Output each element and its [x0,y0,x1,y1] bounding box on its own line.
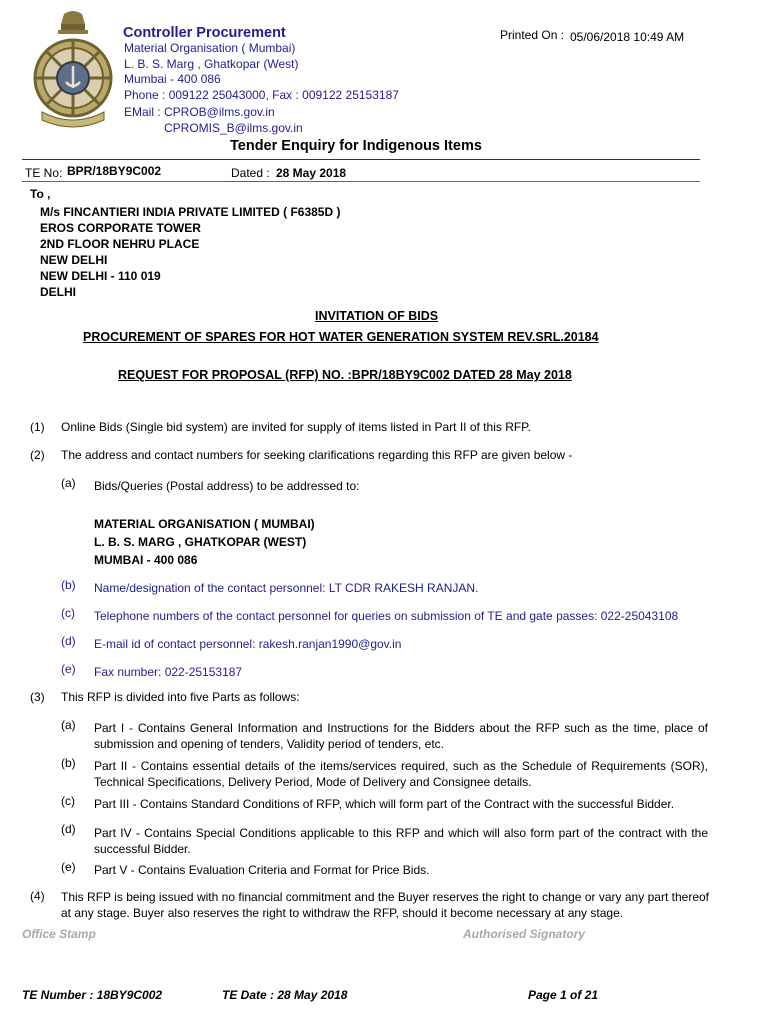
footer-te-number: TE Number : 18BY9C002 [22,988,163,1002]
item-label: (a) [61,476,76,490]
heading-rfp: REQUEST FOR PROPOSAL (RFP) NO. :BPR/18BY9C002 DATED 28 May 2018 [118,368,572,382]
address-line: L. B. S. Marg , Ghatkopar (West) [124,57,299,71]
recipient-line: M/s FINCANTIERI INDIA PRIVATE LIMITED ( F6385D ) [40,205,341,219]
te-no-label: TE No: [25,166,63,180]
email-line: EMail : CPROB@ilms.gov.in [124,105,275,119]
item-label: (d) [61,634,76,648]
navy-emblem-icon [28,10,118,128]
item-2a: Bids/Queries (Postal address) to be addressed to: [94,479,360,493]
recipient-line: DELHI [40,285,76,299]
office-stamp-label: Office Stamp [22,927,96,941]
heading-invitation: INVITATION OF BIDS [315,309,439,323]
para-number: (1) [30,420,45,434]
dated-label: Dated : [231,166,270,180]
heading-procurement: PROCUREMENT OF SPARES FOR HOT WATER GENERATION SYSTEM REV.SRL.20184 [83,330,599,344]
authorised-signatory-label: Authorised Signatory [463,927,586,941]
rule-te [22,181,700,182]
item-2b: Name/designation of the contact personnel: LT CDR RAKESH RANJAN. [94,581,479,595]
para-number: (4) [30,889,45,903]
postal-line: MATERIAL ORGANISATION ( MUMBAI) [94,517,315,531]
para-number: (2) [30,448,45,462]
address-line: Material Organisation ( Mumbai) [124,41,296,55]
recipient-line: NEW DELHI [40,253,108,267]
item-2c: Telephone numbers of the contact personnel for queries on submission of TE and gate passes: 022-25043108 [94,609,679,623]
recipient-line: 2ND FLOOR NEHRU PLACE [40,237,200,251]
para-4: This RFP is being issued with no financial commitment and the Buyer reserves the right to change or vary any part thereof at any stage. Buyer also reserves the right to withdraw the RFP, should it become necessary at any stage. [61,890,709,920]
recipient-line: EROS CORPORATE TOWER [40,221,201,235]
item-2d: E-mail id of contact personnel: rakesh.ranjan1990@gov.in [94,637,402,651]
item-3e: Part V - Contains Evaluation Criteria and Format for Price Bids. [94,863,430,877]
footer-page-number: Page 1 of 21 [528,988,599,1002]
org-title: Controller Procurement [123,25,286,41]
item-label: (d) [61,822,76,836]
item-label: (c) [61,606,75,620]
para-number: (3) [30,690,45,704]
address-line: Mumbai - 400 086 [124,72,221,86]
printed-on-value: 05/06/2018 10:49 AM [570,30,685,44]
printed-on-label: Printed On : [500,28,565,42]
dated-value: 28 May 2018 [276,166,347,180]
email-line-2: CPROMIS_B@ilms.gov.in [164,121,303,135]
item-3a: Part I - Contains General Information and Instructions for the Bidders about the RFP such as the time, place of submission and opening of tenders, Validity period of tenders, etc. [94,721,708,751]
item-label: (b) [61,756,76,770]
item-label: (e) [61,662,76,676]
item-label: (e) [61,860,76,874]
para-3: This RFP is divided into five Parts as follows: [61,690,300,704]
to-label: To , [30,187,51,201]
te-no-value: BPR/18BY9C002 [67,164,162,178]
item-2e: Fax number: 022-25153187 [94,665,243,679]
item-3b: Part II - Contains essential details of the items/services required, such as the Schedule of Requirements (SOR), Technical Specifications, Delivery Period, Mode of Delivery and Consignee details. [94,759,708,789]
postal-line: MUMBAI - 400 086 [94,553,198,567]
item-label: (c) [61,794,75,808]
item-3d: Part IV - Contains Special Conditions applicable to this RFP and which will also form part of the contract with the successful Bidder. [94,826,708,856]
address-line: Phone : 009122 25043000, Fax : 009122 25153187 [124,88,399,102]
rule-top [22,159,700,160]
para-2: The address and contact numbers for seeking clarifications regarding this RFP are given below - [61,448,573,462]
document-title: Tender Enquiry for Indigenous Items [230,138,482,154]
item-3c: Part III - Contains Standard Conditions of RFP, which will form part of the Contract with the successful Bidder. [94,797,675,811]
para-1: Online Bids (Single bid system) are invited for supply of items listed in Part II of this RFP. [61,420,531,434]
recipient-line: NEW DELHI - 110 019 [40,269,161,283]
item-label: (b) [61,578,76,592]
postal-line: L. B. S. MARG , GHATKOPAR (WEST) [94,535,307,549]
footer-te-date: TE Date : 28 May 2018 [222,988,348,1002]
item-label: (a) [61,718,76,732]
